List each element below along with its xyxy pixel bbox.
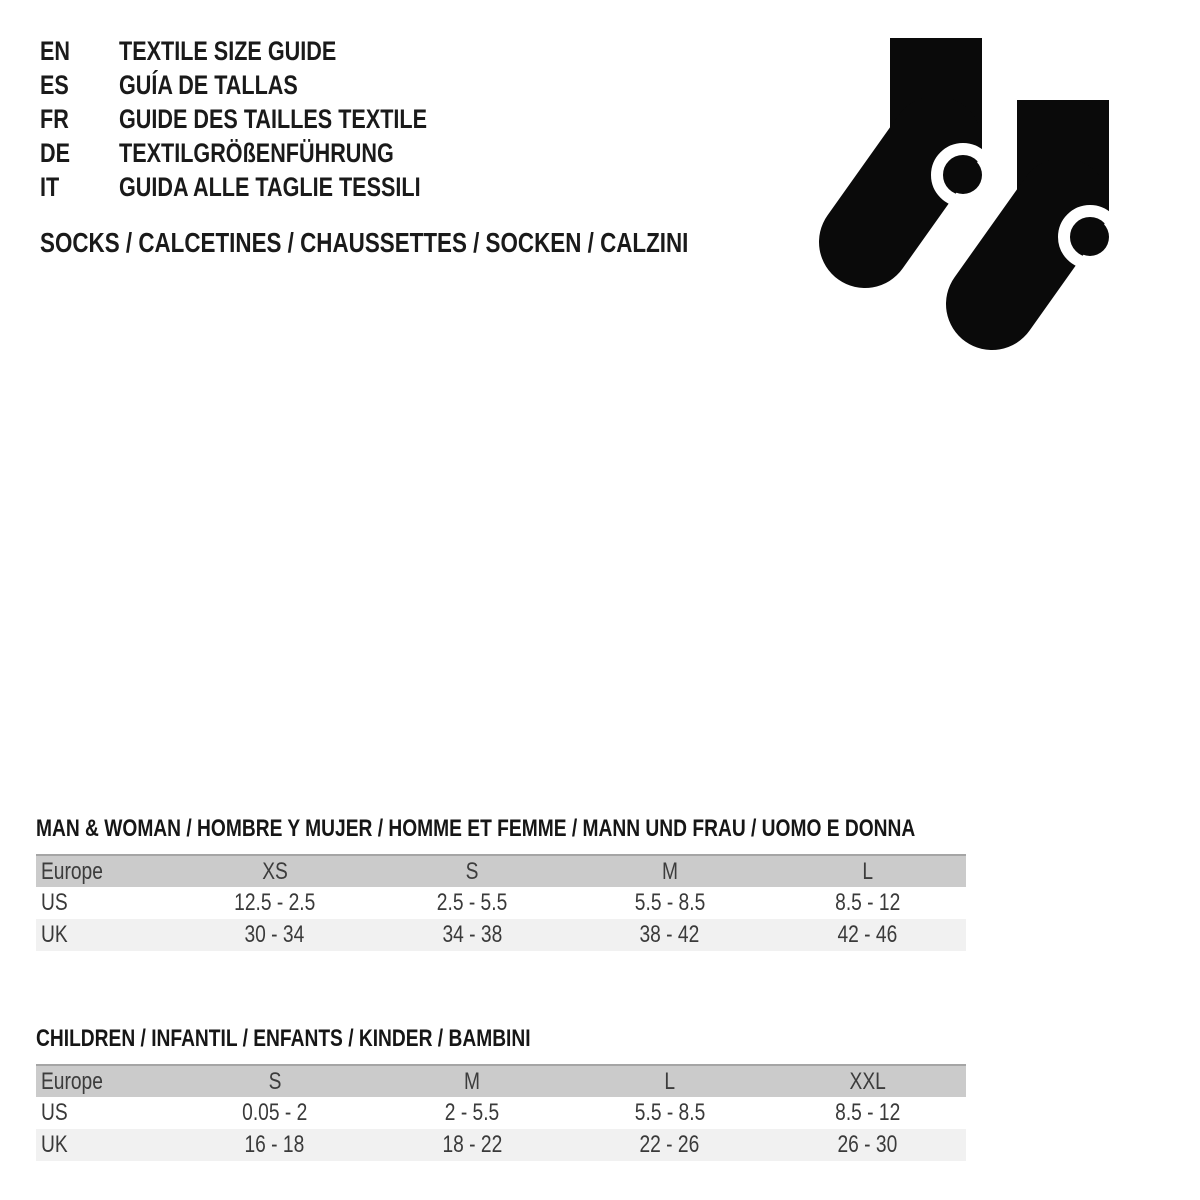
size-value-cell: 30 - 34 [244,921,305,948]
language-title: TEXTILGRÖßENFÜHRUNG [119,137,394,168]
language-code: DE [40,137,71,168]
size-value-cell: 2.5 - 5.5 [437,889,508,916]
header-cell-size: M [661,857,678,885]
table-header-row [36,854,966,887]
header-cell-region: Europe [41,1067,103,1095]
table-header-row [36,1064,966,1097]
size-value-cell: 0.05 - 2 [242,1099,308,1126]
children-table-title: CHILDREN / INFANTIL / ENFANTS / KINDER / BAMBINI [36,1025,531,1052]
language-row-fr [40,102,504,136]
man-woman-size-section [36,816,966,951]
header-cell-size: S [268,1067,282,1095]
header-cell-region: Europe [41,857,103,885]
size-value-cell: 38 - 42 [639,921,700,948]
language-row-es [40,68,504,102]
size-value-cell: 16 - 18 [244,1131,305,1158]
language-code: FR [40,103,69,134]
size-value-cell: 12.5 - 2.5 [234,889,316,916]
size-value-cell: 8.5 - 12 [834,889,900,916]
language-code: IT [40,171,60,202]
table-row-uk [36,1129,966,1161]
size-value-cell: 5.5 - 8.5 [634,1099,705,1126]
sock-left [865,38,989,242]
children-size-table [36,1064,966,1161]
row-label-cell: UK [41,921,68,948]
table-row-uk [36,919,966,951]
row-label-cell: UK [41,1131,68,1158]
header-cell-size: XXL [849,1067,886,1095]
language-title-list [40,34,504,204]
header-cell-size: S [465,857,479,885]
children-size-section [36,1026,966,1161]
row-label-cell: US [41,889,68,916]
language-title: GUIDA ALLE TAGLIE TESSILI [119,171,421,202]
man-woman-table-title: MAN & WOMAN / HOMBRE Y MUJER / HOMME ET FEMME / MANN UND FRAU / UOMO E DONNA [36,815,916,842]
sock-right [992,100,1112,304]
table-row-us [36,1097,966,1129]
language-title: GUIDE DES TAILLES TEXTILE [119,103,428,134]
socks-icon [812,38,1112,354]
language-title: GUÍA DE TALLAS [119,69,298,100]
language-row-en [40,34,504,68]
row-label-cell: US [41,1099,68,1126]
size-value-cell: 8.5 - 12 [834,1099,900,1126]
size-value-cell: 5.5 - 8.5 [634,889,705,916]
size-value-cell: 18 - 22 [442,1131,503,1158]
language-row-it [40,170,504,204]
language-row-de [40,136,504,170]
category-line: SOCKS / CALCETINES / CHAUSSETTES / SOCKEN / CALZINI [40,227,689,258]
size-value-cell: 42 - 46 [837,921,898,948]
size-value-cell: 34 - 38 [442,921,503,948]
language-code: EN [40,35,71,66]
header-cell-size: XS [261,857,288,885]
size-value-cell: 26 - 30 [837,1131,898,1158]
language-code: ES [40,69,69,100]
table-row-us [36,887,966,919]
header-cell-size: M [464,1067,481,1095]
language-title: TEXTILE SIZE GUIDE [119,35,337,66]
man-woman-size-table [36,854,966,951]
size-value-cell: 22 - 26 [639,1131,700,1158]
header-cell-size: L [664,1067,676,1095]
size-value-cell: 2 - 5.5 [445,1099,500,1126]
header-cell-size: L [861,857,873,885]
